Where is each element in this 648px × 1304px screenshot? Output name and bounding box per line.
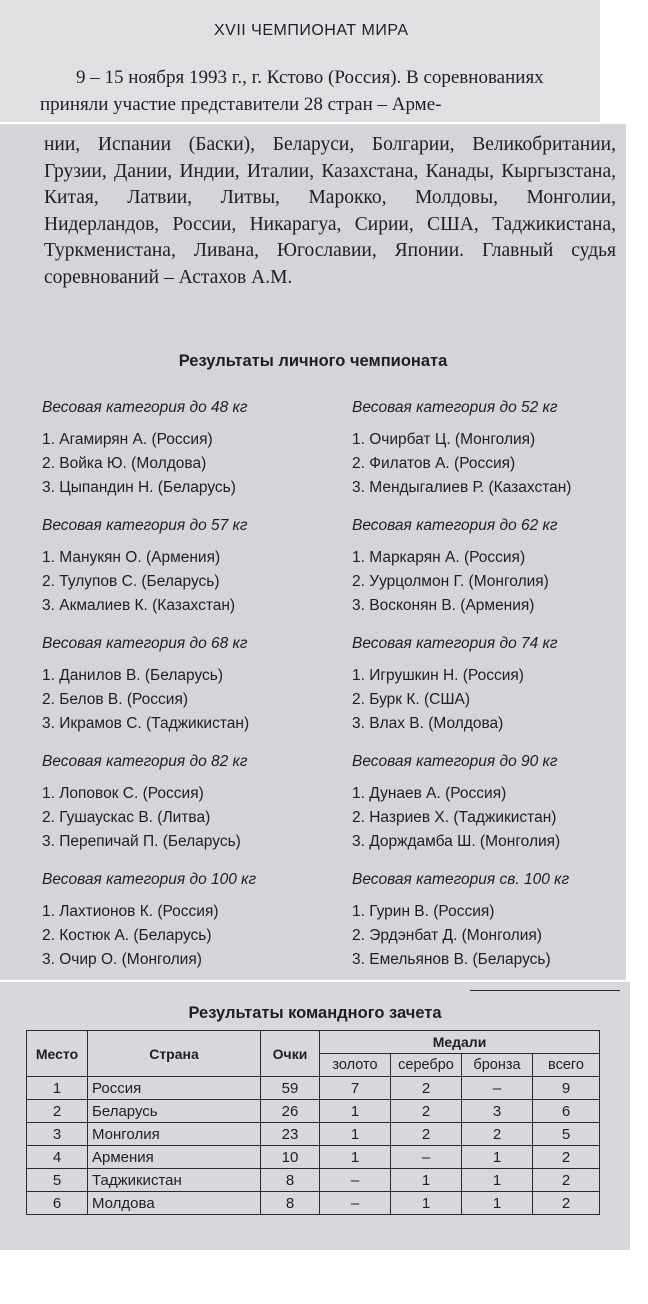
cell-country: Таджикистан xyxy=(88,1169,261,1192)
place-entry: 2. Гушаускас В. (Литва) xyxy=(42,809,211,826)
weight-category-title: Весовая категория до 74 кг xyxy=(352,635,558,652)
cell-country: Армения xyxy=(88,1146,261,1169)
col-bronze: бронза xyxy=(462,1054,533,1077)
cell-total: 9 xyxy=(533,1077,600,1100)
place-entry: 3. Мендыгалиев Р. (Казахстан) xyxy=(352,479,572,496)
place-entry: 3. Восконян В. (Армения) xyxy=(352,597,535,614)
col-gold: золото xyxy=(320,1054,391,1077)
table-row xyxy=(27,1146,600,1169)
cell-points: 10 xyxy=(261,1146,320,1169)
col-points: Очки xyxy=(261,1031,320,1077)
place-entry: 2. Назриев Х. (Таджикистан) xyxy=(352,809,557,826)
place-entry: 1. Манукян О. (Армения) xyxy=(42,549,221,566)
col-place: Место xyxy=(27,1031,88,1077)
cell-bronze: 2 xyxy=(462,1123,533,1146)
weight-category xyxy=(42,752,332,854)
weight-category-title: Весовая категория до 62 кг xyxy=(352,517,558,534)
place-entry: 2. Белов В. (Россия) xyxy=(42,691,188,708)
place-entry: 2. Уурцолмон Г. (Монголия) xyxy=(352,573,549,590)
cell-total: 2 xyxy=(533,1146,600,1169)
place-entry: 2. Войка Ю. (Молдова) xyxy=(42,455,207,472)
running-head: XVII ЧЕМПИОНАТ МИРА xyxy=(214,22,409,39)
place-entry: 3. Влах В. (Молдова) xyxy=(352,715,504,732)
cell-bronze: 1 xyxy=(462,1169,533,1192)
cell-points: 26 xyxy=(261,1100,320,1123)
weight-category-title: Весовая категория до 52 кг xyxy=(352,399,558,416)
cell-silver: 2 xyxy=(391,1123,462,1146)
place-entry: 3. Икрамов С. (Таджикистан) xyxy=(42,715,250,732)
place-entry: 1. Гурин В. (Россия) xyxy=(352,903,495,920)
place-entry: 1. Игрушкин Н. (Россия) xyxy=(352,667,524,684)
cell-points: 59 xyxy=(261,1077,320,1100)
weight-category xyxy=(42,516,332,618)
place-entry: 3. Акмалиев К. (Казахстан) xyxy=(42,597,236,614)
place-entry: 1. Агамирян А. (Россия) xyxy=(42,431,213,448)
weight-category xyxy=(42,398,332,500)
cell-silver: 2 xyxy=(391,1100,462,1123)
cell-total: 6 xyxy=(533,1100,600,1123)
intro-paragraph-start: 9 – 15 ноября 1993 г., г. Кстово (Россия). В соревнованиях приняли участие представители 28 стран – Арме- xyxy=(40,67,544,115)
col-medals: Медали xyxy=(320,1031,600,1054)
weight-category-title: Весовая категория до 100 кг xyxy=(42,871,257,888)
weight-category xyxy=(42,870,332,972)
cell-gold: 1 xyxy=(320,1146,391,1169)
table-row xyxy=(27,1192,600,1215)
cell-total: 2 xyxy=(533,1192,600,1215)
weight-category xyxy=(352,752,626,854)
place-entry: 1. Лоповок С. (Россия) xyxy=(42,785,204,802)
place-entry: 1. Данилов В. (Беларусь) xyxy=(42,667,224,684)
cell-place: 5 xyxy=(27,1169,88,1192)
cell-points: 8 xyxy=(261,1169,320,1192)
cell-gold: – xyxy=(320,1169,391,1192)
cell-silver: 1 xyxy=(391,1192,462,1215)
place-entry: 1. Лахтионов К. (Россия) xyxy=(42,903,219,920)
cell-bronze: 3 xyxy=(462,1100,533,1123)
place-entry: 3. Дорждамба Ш. (Монголия) xyxy=(352,833,561,850)
table-row xyxy=(27,1169,600,1192)
col-total: всего xyxy=(533,1054,600,1077)
cell-place: 2 xyxy=(27,1100,88,1123)
cell-gold: 1 xyxy=(320,1100,391,1123)
cell-country: Россия xyxy=(88,1077,261,1100)
weight-category-title: Весовая категория до 48 кг xyxy=(42,399,248,416)
place-entry: 2. Филатов А. (Россия) xyxy=(352,455,516,472)
weight-category-title: Весовая категория до 68 кг xyxy=(42,635,248,652)
weight-category-title: Весовая категория до 57 кг xyxy=(42,517,248,534)
cell-place: 1 xyxy=(27,1077,88,1100)
team-results-table xyxy=(26,1030,600,1215)
team-results-title: Результаты командного зачета xyxy=(188,1004,442,1022)
cell-points: 23 xyxy=(261,1123,320,1146)
place-entry: 1. Дунаев А. (Россия) xyxy=(352,785,507,802)
col-silver: серебро xyxy=(391,1054,462,1077)
cell-gold: – xyxy=(320,1192,391,1215)
cell-total: 5 xyxy=(533,1123,600,1146)
divider xyxy=(470,990,620,991)
cell-country: Молдова xyxy=(88,1192,261,1215)
cell-silver: – xyxy=(391,1146,462,1169)
cell-silver: 1 xyxy=(391,1169,462,1192)
table-row xyxy=(27,1077,600,1100)
cell-gold: 7 xyxy=(320,1077,391,1100)
col-country: Страна xyxy=(88,1031,261,1077)
table-row xyxy=(27,1100,600,1123)
cell-total: 2 xyxy=(533,1169,600,1192)
individual-results-title: Результаты личного чемпионата xyxy=(178,352,448,370)
place-entry: 2. Эрдэнбат Д. (Монголия) xyxy=(352,927,542,944)
weight-category-title: Весовая категория до 90 кг xyxy=(352,753,558,770)
place-entry: 2. Костюк А. (Беларусь) xyxy=(42,927,212,944)
place-entry: 2. Тулупов С. (Беларусь) xyxy=(42,573,220,590)
place-entry: 1. Маркарян А. (Россия) xyxy=(352,549,526,566)
weight-category xyxy=(352,870,626,972)
weight-category-title: Весовая категория св. 100 кг xyxy=(352,871,570,888)
place-entry: 3. Перепичай П. (Беларусь) xyxy=(42,833,241,850)
page-photo-top xyxy=(0,0,600,122)
weight-category xyxy=(42,634,332,736)
cell-place: 4 xyxy=(27,1146,88,1169)
page-photo-middle xyxy=(0,124,626,980)
cell-points: 8 xyxy=(261,1192,320,1215)
weight-category xyxy=(352,634,626,736)
cell-place: 6 xyxy=(27,1192,88,1215)
place-entry: 3. Емельянов В. (Беларусь) xyxy=(352,951,551,968)
cell-silver: 2 xyxy=(391,1077,462,1100)
table-row xyxy=(27,1123,600,1146)
weight-category xyxy=(352,398,626,500)
cell-place: 3 xyxy=(27,1123,88,1146)
cell-country: Беларусь xyxy=(88,1100,261,1123)
place-entry: 3. Очир О. (Монголия) xyxy=(42,951,202,968)
weight-category-title: Весовая категория до 82 кг xyxy=(42,753,248,770)
cell-gold: 1 xyxy=(320,1123,391,1146)
cell-bronze: – xyxy=(462,1077,533,1100)
intro-paragraph-continued: нии, Испании (Баски), Беларуси, Болгарии, Великобритании, Грузии, Дании, Индии, Италии, Казахстана, Канады, Кыргызстана, Китая, Латвии, Литвы, Марокко, Молдовы, Монголии, Нидерландов, России, Никарагуа, Сирии, США, Таджикистана, Туркменистана, Ливана, Югославии, Японии. Главный судья соревнований – Астахов А.М. xyxy=(44,134,616,288)
place-entry: 1. Очирбат Ц. (Монголия) xyxy=(352,431,536,448)
place-entry: 2. Бурк К. (США) xyxy=(352,691,471,708)
weight-category xyxy=(352,516,626,618)
cell-country: Монголия xyxy=(88,1123,261,1146)
cell-bronze: 1 xyxy=(462,1146,533,1169)
cell-bronze: 1 xyxy=(462,1192,533,1215)
place-entry: 3. Цыпандин Н. (Беларусь) xyxy=(42,479,236,496)
page-photo-bottom xyxy=(0,982,630,1250)
